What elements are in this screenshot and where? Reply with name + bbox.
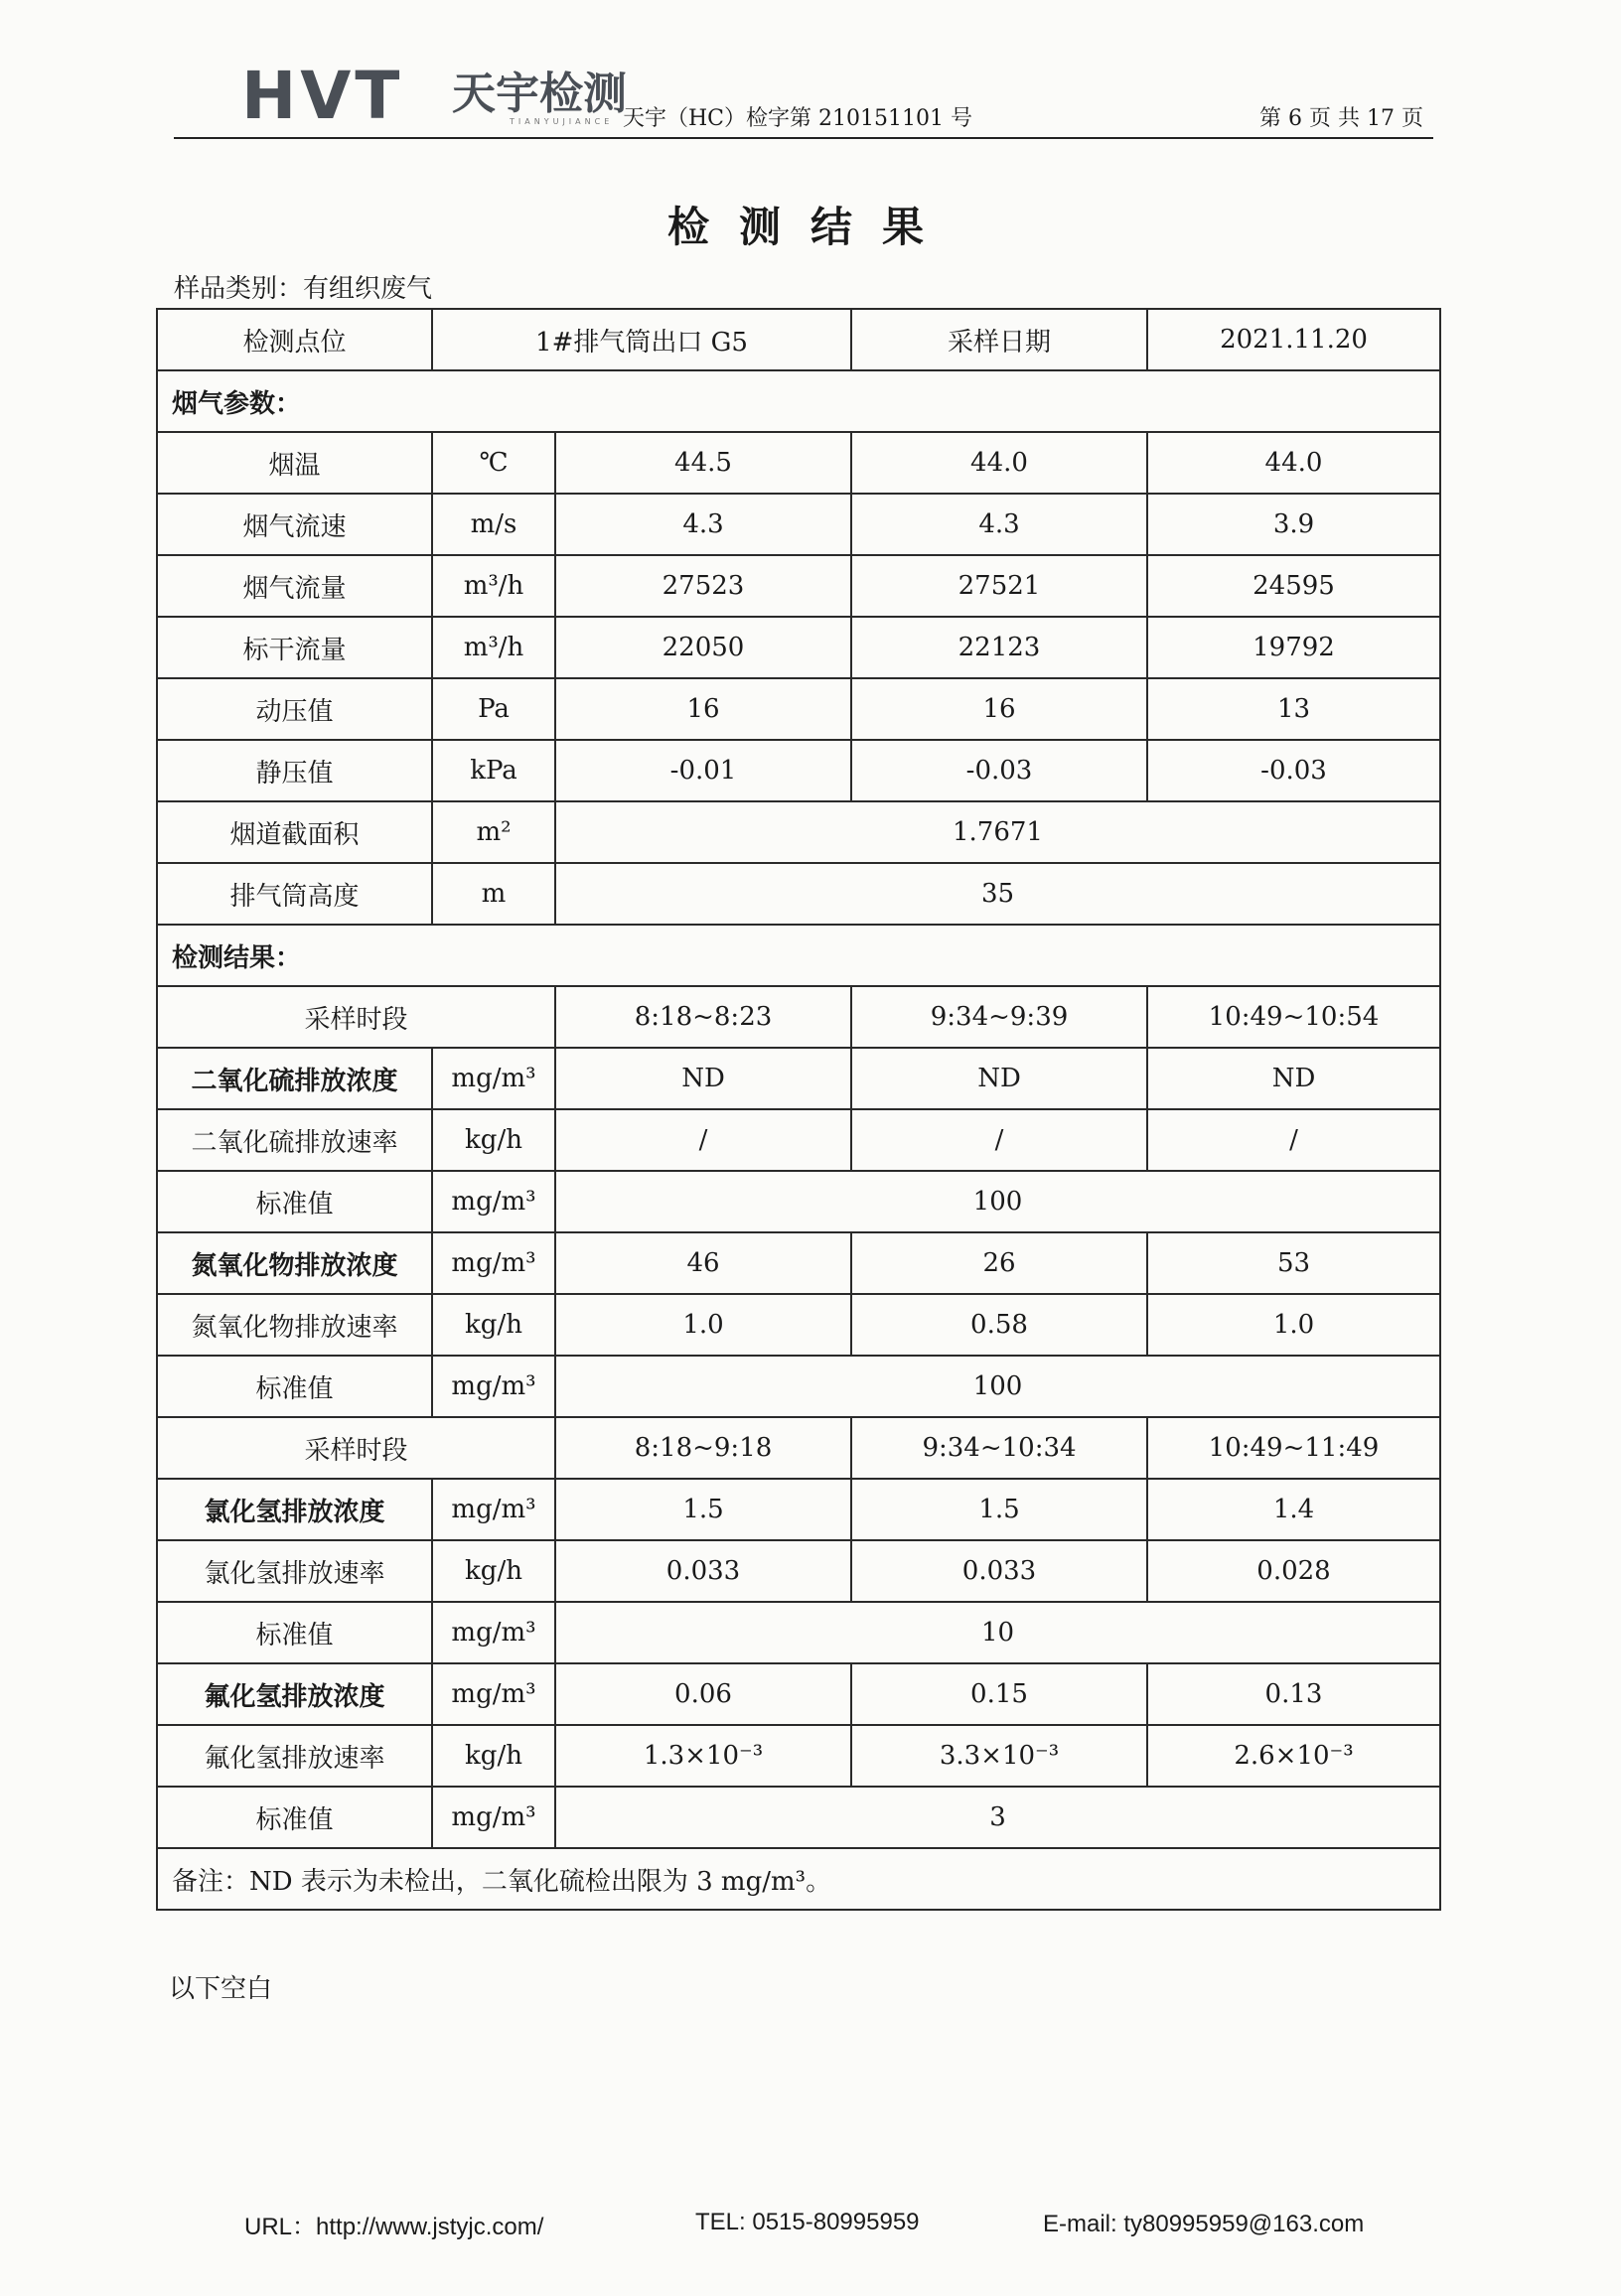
value-cell: 27521 bbox=[851, 555, 1147, 617]
table-row bbox=[157, 1048, 1440, 1109]
table-row bbox=[157, 1848, 1440, 1910]
table-row bbox=[157, 1417, 1440, 1479]
page-title: 检测结果 bbox=[666, 203, 954, 251]
footer-email: E-mail: ty80995959@163.com bbox=[1043, 2211, 1365, 2237]
footer-tel: TEL: 0515-80995959 bbox=[695, 2209, 920, 2235]
report-number: 天宇（HC）检字第 210151101 号 bbox=[623, 106, 972, 131]
value-cell: 1.0 bbox=[555, 1294, 851, 1356]
param-name: 氯化氢排放浓度 bbox=[157, 1479, 432, 1540]
param-name: 标准值 bbox=[157, 1602, 432, 1663]
value-cell: 3.3×10⁻³ bbox=[851, 1725, 1147, 1787]
param-unit: kg/h bbox=[432, 1725, 555, 1787]
param-unit: mg/m³ bbox=[432, 1356, 555, 1417]
value-cell: 0.06 bbox=[555, 1663, 851, 1725]
value-cell: 46 bbox=[555, 1232, 851, 1294]
value-cell: 53 bbox=[1147, 1232, 1440, 1294]
table-row bbox=[157, 986, 1440, 1048]
param-name: 氮氧化物排放速率 bbox=[157, 1294, 432, 1356]
date-value: 2021.11.20 bbox=[1147, 309, 1440, 370]
blank-below-note: 以下空白 bbox=[169, 1974, 273, 2004]
period-cell: 9:34~10:34 bbox=[851, 1417, 1147, 1479]
period-cell: 8:18~9:18 bbox=[555, 1417, 851, 1479]
param-name: 烟气流速 bbox=[157, 494, 432, 555]
value-cell: / bbox=[1147, 1109, 1440, 1171]
value-cell: -0.01 bbox=[555, 740, 851, 801]
logo-subtitle: TIANYUJIANCE bbox=[510, 117, 614, 126]
param-name: 氯化氢排放速率 bbox=[157, 1540, 432, 1602]
value-cell: 44.0 bbox=[851, 432, 1147, 494]
value-cell: 0.028 bbox=[1147, 1540, 1440, 1602]
value-cell: 16 bbox=[851, 678, 1147, 740]
results-table bbox=[156, 308, 1441, 1911]
page-header bbox=[174, 60, 1433, 141]
value-cell: 1.4 bbox=[1147, 1479, 1440, 1540]
period-cell: 10:49~11:49 bbox=[1147, 1417, 1440, 1479]
date-label: 采样日期 bbox=[851, 309, 1147, 370]
value-cell: ND bbox=[1147, 1048, 1440, 1109]
sample-type: 样品类别：有组织废气 bbox=[174, 274, 433, 304]
result-section-heading: 检测结果： bbox=[157, 925, 1440, 986]
value-cell: 4.3 bbox=[851, 494, 1147, 555]
value-cell: 10 bbox=[555, 1602, 1440, 1663]
param-name: 烟温 bbox=[157, 432, 432, 494]
param-name: 氟化氢排放浓度 bbox=[157, 1663, 432, 1725]
param-unit: mg/m³ bbox=[432, 1663, 555, 1725]
value-cell: 100 bbox=[555, 1171, 1440, 1232]
param-unit: mg/m³ bbox=[432, 1171, 555, 1232]
table-note: 备注：ND 表示为未检出，二氧化硫检出限为 3 mg/m³。 bbox=[157, 1848, 1440, 1910]
value-cell: 19792 bbox=[1147, 617, 1440, 678]
value-cell: 24595 bbox=[1147, 555, 1440, 617]
value-cell: 100 bbox=[555, 1356, 1440, 1417]
table-row bbox=[157, 1787, 1440, 1848]
value-cell: 0.033 bbox=[851, 1540, 1147, 1602]
param-name: 氟化氢排放速率 bbox=[157, 1725, 432, 1787]
point-label: 检测点位 bbox=[157, 309, 432, 370]
page-number: 第 6 页 共 17 页 bbox=[1259, 106, 1423, 131]
table-row bbox=[157, 494, 1440, 555]
period-cell: 9:34~9:39 bbox=[851, 986, 1147, 1048]
table-row bbox=[157, 370, 1440, 432]
table-row bbox=[157, 1663, 1440, 1725]
value-cell: 22050 bbox=[555, 617, 851, 678]
table-row bbox=[157, 801, 1440, 863]
value-cell: 13 bbox=[1147, 678, 1440, 740]
param-unit: m² bbox=[432, 801, 555, 863]
value-cell: 3.9 bbox=[1147, 494, 1440, 555]
param-unit: kg/h bbox=[432, 1109, 555, 1171]
table-row bbox=[157, 925, 1440, 986]
period-label: 采样时段 bbox=[157, 1417, 555, 1479]
table-row bbox=[157, 1602, 1440, 1663]
value-cell: 1.3×10⁻³ bbox=[555, 1725, 851, 1787]
value-cell: 0.58 bbox=[851, 1294, 1147, 1356]
header-divider bbox=[174, 137, 1433, 139]
param-name: 氮氧化物排放浓度 bbox=[157, 1232, 432, 1294]
param-unit: m bbox=[432, 863, 555, 925]
value-cell: / bbox=[851, 1109, 1147, 1171]
param-unit: Pa bbox=[432, 678, 555, 740]
value-cell: 3 bbox=[555, 1787, 1440, 1848]
value-cell: 1.5 bbox=[851, 1479, 1147, 1540]
table-row bbox=[157, 1725, 1440, 1787]
table-row bbox=[157, 617, 1440, 678]
value-cell: 44.5 bbox=[555, 432, 851, 494]
value-cell: 16 bbox=[555, 678, 851, 740]
param-unit: kg/h bbox=[432, 1540, 555, 1602]
table-row bbox=[157, 432, 1440, 494]
param-unit: m³/h bbox=[432, 555, 555, 617]
table-row bbox=[157, 1479, 1440, 1540]
param-unit: kg/h bbox=[432, 1294, 555, 1356]
param-unit: mg/m³ bbox=[432, 1602, 555, 1663]
param-unit: m/s bbox=[432, 494, 555, 555]
table-row bbox=[157, 740, 1440, 801]
param-name: 静压值 bbox=[157, 740, 432, 801]
logo-chinese-text: 天宇检测 bbox=[452, 69, 627, 119]
table-row bbox=[157, 1232, 1440, 1294]
period-cell: 8:18~8:23 bbox=[555, 986, 851, 1048]
table-row bbox=[157, 555, 1440, 617]
value-cell: 0.033 bbox=[555, 1540, 851, 1602]
param-name: 排气筒高度 bbox=[157, 863, 432, 925]
param-name: 标干流量 bbox=[157, 617, 432, 678]
value-cell: ND bbox=[555, 1048, 851, 1109]
param-name: 二氧化硫排放浓度 bbox=[157, 1048, 432, 1109]
table-row bbox=[157, 1171, 1440, 1232]
param-unit: kPa bbox=[432, 740, 555, 801]
param-name: 二氧化硫排放速率 bbox=[157, 1109, 432, 1171]
table-row bbox=[157, 1356, 1440, 1417]
value-cell: -0.03 bbox=[1147, 740, 1440, 801]
value-cell: 44.0 bbox=[1147, 432, 1440, 494]
param-unit: ℃ bbox=[432, 432, 555, 494]
param-unit: mg/m³ bbox=[432, 1232, 555, 1294]
value-cell: ND bbox=[851, 1048, 1147, 1109]
period-cell: 10:49~10:54 bbox=[1147, 986, 1440, 1048]
table-row bbox=[157, 678, 1440, 740]
table-row bbox=[157, 309, 1440, 370]
value-cell: 1.7671 bbox=[555, 801, 1440, 863]
value-cell: 26 bbox=[851, 1232, 1147, 1294]
param-name: 标准值 bbox=[157, 1356, 432, 1417]
value-cell: 1.0 bbox=[1147, 1294, 1440, 1356]
value-cell: -0.03 bbox=[851, 740, 1147, 801]
value-cell: / bbox=[555, 1109, 851, 1171]
table-row bbox=[157, 863, 1440, 925]
point-value: 1#排气筒出口 G5 bbox=[432, 309, 851, 370]
param-unit: mg/m³ bbox=[432, 1048, 555, 1109]
results-table-wrapper bbox=[156, 308, 1439, 1911]
param-unit: mg/m³ bbox=[432, 1479, 555, 1540]
param-name: 标准值 bbox=[157, 1787, 432, 1848]
logo-hvt-text: HVT bbox=[241, 58, 404, 134]
value-cell: 0.13 bbox=[1147, 1663, 1440, 1725]
period-label: 采样时段 bbox=[157, 986, 555, 1048]
param-name: 烟道截面积 bbox=[157, 801, 432, 863]
value-cell: 1.5 bbox=[555, 1479, 851, 1540]
value-cell: 4.3 bbox=[555, 494, 851, 555]
flue-section-heading: 烟气参数： bbox=[157, 370, 1440, 432]
footer-url: URL：http://www.jstyjc.com/ bbox=[244, 2214, 544, 2240]
table-row bbox=[157, 1540, 1440, 1602]
company-logo bbox=[241, 58, 649, 134]
param-name: 烟气流量 bbox=[157, 555, 432, 617]
param-unit: m³/h bbox=[432, 617, 555, 678]
value-cell: 35 bbox=[555, 863, 1440, 925]
table-row bbox=[157, 1294, 1440, 1356]
value-cell: 27523 bbox=[555, 555, 851, 617]
param-name: 标准值 bbox=[157, 1171, 432, 1232]
value-cell: 2.6×10⁻³ bbox=[1147, 1725, 1440, 1787]
table-row bbox=[157, 1109, 1440, 1171]
param-name: 动压值 bbox=[157, 678, 432, 740]
value-cell: 0.15 bbox=[851, 1663, 1147, 1725]
value-cell: 22123 bbox=[851, 617, 1147, 678]
param-unit: mg/m³ bbox=[432, 1787, 555, 1848]
